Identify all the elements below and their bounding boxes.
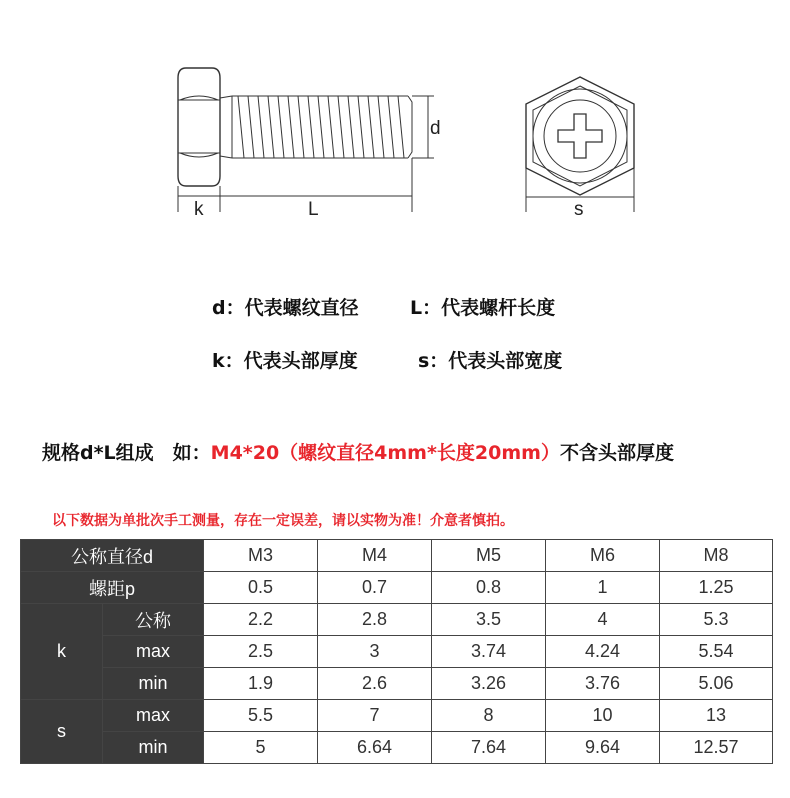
measurement-notice: 以下数据为单批次手工测量，存在一定误差，请以实物为准！介意者慎拍。 xyxy=(52,513,514,529)
table-cell: 9.64 xyxy=(546,732,660,764)
pitch-header: 螺距p xyxy=(21,572,204,604)
table-cell: 13 xyxy=(660,700,773,732)
table-cell: 5.3 xyxy=(660,604,773,636)
table-cell: 0.5 xyxy=(204,572,318,604)
k-header: k xyxy=(21,604,103,700)
s-label: s xyxy=(574,199,584,220)
spec-suffix: 不含头部厚度 xyxy=(559,442,674,464)
table-row xyxy=(21,700,773,732)
table-cell: 8 xyxy=(432,700,546,732)
table-cell: 6.64 xyxy=(318,732,432,764)
table-cell: 12.57 xyxy=(660,732,773,764)
k-nominal-header: 公称 xyxy=(103,604,204,636)
table-cell: 3.5 xyxy=(432,604,546,636)
table-row xyxy=(21,636,773,668)
table-cell: 1.9 xyxy=(204,668,318,700)
table-cell: 5.5 xyxy=(204,700,318,732)
table-cell: M8 xyxy=(660,540,773,572)
k-label: k xyxy=(194,199,204,220)
bolt-head-top xyxy=(526,77,634,212)
table-cell: 0.8 xyxy=(432,572,546,604)
table-row xyxy=(21,604,773,636)
table-cell: M3 xyxy=(204,540,318,572)
nominal-diameter-header: 公称直径d xyxy=(21,540,204,572)
bolt-shank xyxy=(232,96,412,158)
table-cell: 5.54 xyxy=(660,636,773,668)
spec-prefix: 规格d*L组成 如： xyxy=(42,442,211,464)
s-max-header: max xyxy=(103,700,204,732)
table-cell: M4 xyxy=(318,540,432,572)
spec-example: M4*20（螺纹直径4mm*长度20mm） xyxy=(210,442,560,464)
table-cell: 3.26 xyxy=(432,668,546,700)
legend-k: k：代表头部厚度 xyxy=(212,350,358,372)
table-row xyxy=(21,572,773,604)
bolt-drawing xyxy=(0,0,790,240)
table-cell: 2.6 xyxy=(318,668,432,700)
table-cell: 2.2 xyxy=(204,604,318,636)
kL-dimension xyxy=(178,158,412,212)
k-min-header: min xyxy=(103,668,204,700)
table-cell: 3.74 xyxy=(432,636,546,668)
s-header: s xyxy=(21,700,103,764)
table-cell: 2.5 xyxy=(204,636,318,668)
table-cell: M6 xyxy=(546,540,660,572)
table-cell: 7.64 xyxy=(432,732,546,764)
table-cell: 3.76 xyxy=(546,668,660,700)
s-min-header: min xyxy=(103,732,204,764)
legend-d: d：代表螺纹直径 xyxy=(212,297,359,319)
table-row xyxy=(21,540,773,572)
table-cell: 10 xyxy=(546,700,660,732)
bolt-head-side xyxy=(178,68,232,186)
table-cell: M5 xyxy=(432,540,546,572)
table-cell: 7 xyxy=(318,700,432,732)
table-cell: 1.25 xyxy=(660,572,773,604)
table-cell: 0.7 xyxy=(318,572,432,604)
d-label: d xyxy=(430,118,441,139)
table-cell: 1 xyxy=(546,572,660,604)
table-cell: 4 xyxy=(546,604,660,636)
table-cell: 4.24 xyxy=(546,636,660,668)
table-row xyxy=(21,732,773,764)
table-cell: 5 xyxy=(204,732,318,764)
spec-line xyxy=(42,438,674,465)
table-cell: 5.06 xyxy=(660,668,773,700)
spec-table xyxy=(20,539,773,764)
table-row xyxy=(21,668,773,700)
k-max-header: max xyxy=(103,636,204,668)
L-label: L xyxy=(308,199,319,220)
legend-s: s：代表头部宽度 xyxy=(418,350,563,372)
table-cell: 2.8 xyxy=(318,604,432,636)
table-cell: 3 xyxy=(318,636,432,668)
legend-L: L：代表螺杆长度 xyxy=(410,297,556,319)
